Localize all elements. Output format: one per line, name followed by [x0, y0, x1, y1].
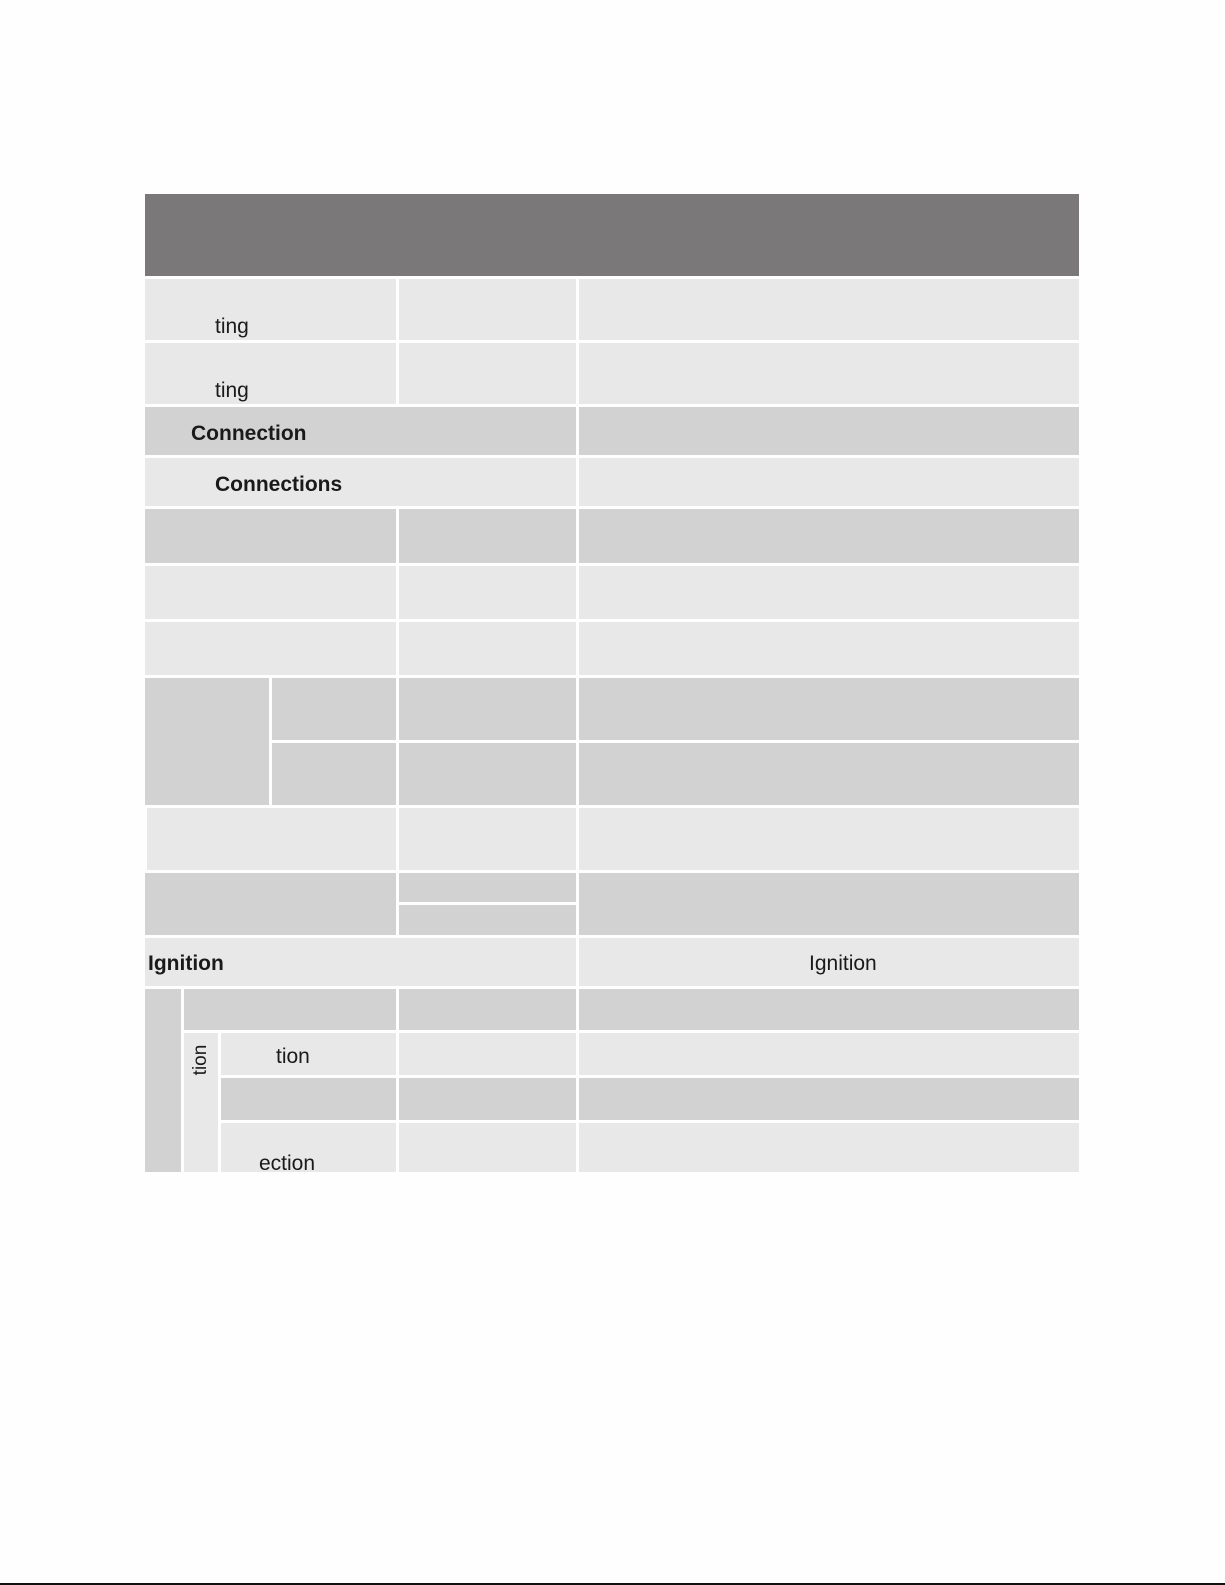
group-cell	[145, 989, 181, 1172]
table-cell	[221, 1123, 396, 1175]
table-cell	[184, 989, 396, 1030]
table-cell	[579, 566, 1079, 619]
table-cell	[399, 279, 576, 340]
section-header-cell	[145, 407, 576, 455]
table-cell	[579, 989, 1079, 1030]
table-cell	[399, 1033, 576, 1075]
table-cell	[145, 509, 396, 563]
table-cell	[272, 678, 396, 740]
table-cell	[579, 873, 1079, 935]
section-label: Ignition	[148, 952, 224, 975]
table-cell	[221, 1078, 396, 1120]
table-cell	[399, 873, 576, 902]
table-cell	[579, 279, 1079, 340]
table-cell	[145, 343, 396, 404]
table-cell	[579, 407, 1079, 455]
table-cell	[145, 279, 396, 340]
table-cell	[147, 808, 396, 870]
table-cell	[579, 458, 1079, 506]
table-cell	[579, 743, 1079, 805]
vertical-label: tion	[190, 1044, 211, 1076]
table-header-band	[145, 194, 1079, 276]
table-cell	[399, 1123, 576, 1172]
table-cell	[399, 678, 576, 740]
description-text: Ignition	[809, 952, 877, 975]
section-header-cell	[145, 938, 576, 986]
table-cell	[399, 808, 576, 870]
row-label: ting	[215, 379, 249, 402]
table-cell	[145, 622, 396, 675]
table-cell	[399, 509, 576, 563]
table-cell	[272, 743, 396, 805]
row-label: ection	[259, 1152, 316, 1175]
section-label: Connection	[191, 422, 307, 445]
table-cell	[579, 1123, 1079, 1172]
vertical-label-cell	[184, 1033, 218, 1172]
table-cell	[399, 566, 576, 619]
table-cell	[579, 1033, 1079, 1075]
table-cell	[399, 343, 576, 404]
group-cell	[145, 678, 269, 805]
table-cell	[579, 622, 1079, 675]
table-cell	[399, 622, 576, 675]
table-cell	[399, 905, 576, 935]
row-label: ting	[215, 315, 249, 338]
section-header-cell	[145, 458, 576, 506]
section-label: Connections	[215, 473, 343, 496]
table-cell	[579, 938, 1079, 986]
table-cell	[579, 678, 1079, 740]
table-cell	[399, 1078, 576, 1120]
table-cell	[145, 873, 396, 935]
row-label: tion	[276, 1045, 310, 1068]
table-cell	[399, 989, 576, 1030]
table-cell	[579, 808, 1079, 870]
table-cell	[399, 743, 576, 805]
table-cell	[579, 1078, 1079, 1120]
table-cell	[579, 343, 1079, 404]
table-cell	[579, 509, 1079, 563]
table-cell	[145, 566, 396, 619]
table-cell	[221, 1033, 396, 1075]
